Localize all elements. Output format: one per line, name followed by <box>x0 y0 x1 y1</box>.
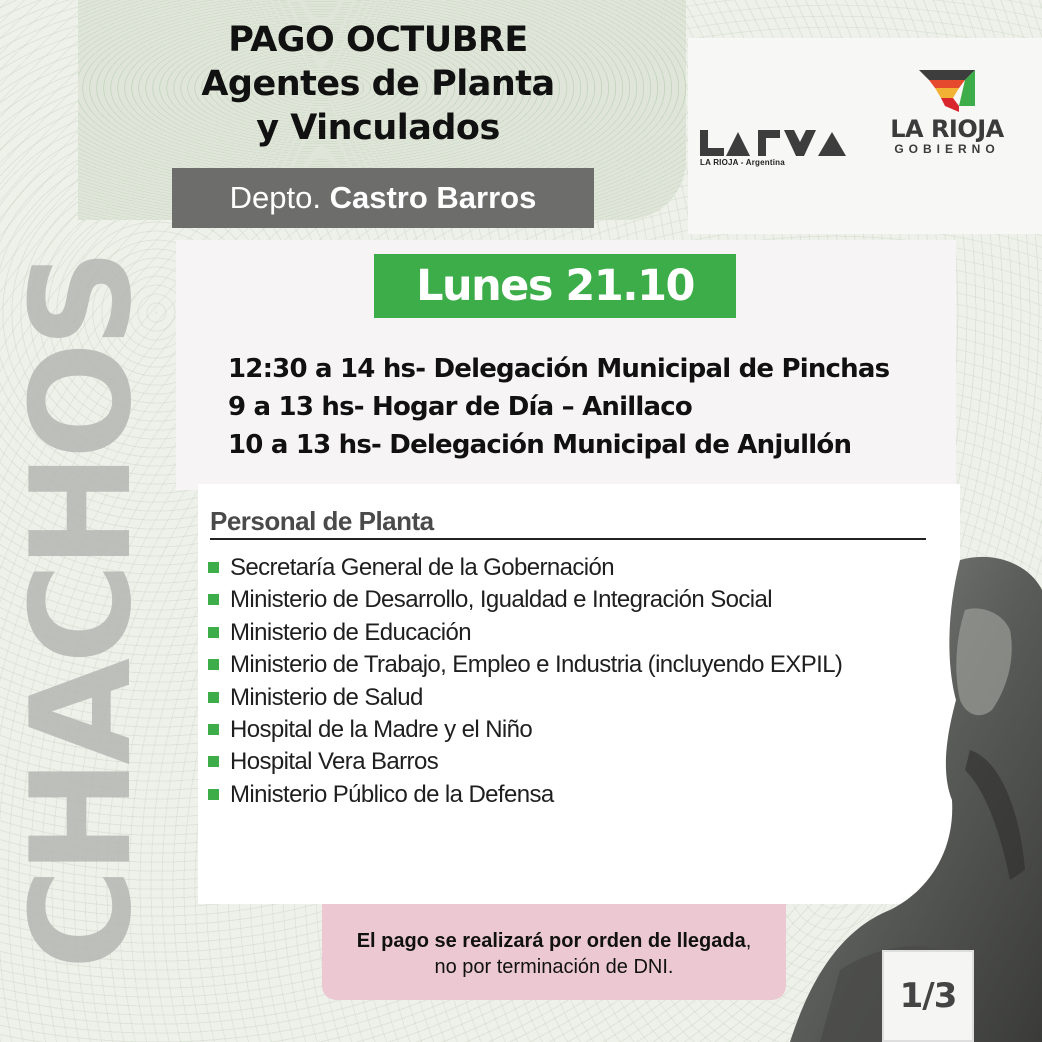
vertical-watermark-word: CHACHOS <box>1 254 162 970</box>
list-item <box>208 617 842 649</box>
list-item <box>208 649 842 681</box>
bullet-icon <box>208 724 219 735</box>
list-item-label: Secretaría General de la Gobernación <box>230 554 614 581</box>
list-item-label: Ministerio de Desarrollo, Igualdad e Integración Social <box>230 586 772 614</box>
government-subtitle: GOBIERNO <box>894 142 1000 156</box>
title-line-1: PAGO OCTUBRE <box>228 20 528 60</box>
bullet-icon <box>208 692 219 703</box>
list-item-label: Hospital Vera Barros <box>230 748 439 776</box>
bullet-icon <box>208 594 219 605</box>
date-badge: Lunes 21.10 <box>374 254 736 318</box>
bullet-icon <box>208 659 219 670</box>
list-item-label: Hospital de la Madre y el Niño <box>230 716 533 744</box>
page-title <box>140 18 616 150</box>
note-line-2: no por terminación de DNI. <box>434 956 674 978</box>
list-item-label: Ministerio de Trabajo, Empleo e Industria (incluyendo EXPIL) <box>230 651 843 679</box>
list-item <box>208 584 842 616</box>
department-bar <box>172 168 594 228</box>
bullet-icon <box>208 627 219 638</box>
schedule-line: 12:30 a 14 hs- Delegación Municipal de Pinchas <box>228 354 890 384</box>
staff-heading: Personal de Planta <box>210 504 926 540</box>
government-emblem-icon <box>915 66 979 114</box>
note-punctuation: , <box>745 930 752 952</box>
list-item-label: Ministerio Público de la Defensa <box>230 780 554 808</box>
list-item <box>208 779 842 811</box>
list-item <box>208 714 842 746</box>
department-prefix: Depto. <box>229 180 321 215</box>
la-rioja-brand-logo <box>700 128 848 167</box>
list-item-label: Ministerio de Educación <box>230 618 472 646</box>
schedule-list <box>228 350 928 464</box>
government-name: LA RIOJA <box>890 115 1004 143</box>
page-indicator: 1/3 <box>882 950 974 1042</box>
payment-note <box>322 904 786 1000</box>
list-item <box>208 552 842 584</box>
bullet-icon <box>208 562 219 573</box>
bullet-icon <box>208 756 219 767</box>
title-line-2: Agentes de Planta <box>201 64 555 104</box>
list-item-label: Ministerio de Salud <box>230 683 423 711</box>
la-rioja-wordmark-icon <box>700 128 848 158</box>
government-logo <box>880 66 1014 156</box>
brand-caption: LA RIOJA - Argentina <box>700 158 785 167</box>
title-line-3: y Vinculados <box>256 108 500 148</box>
list-item <box>208 682 842 714</box>
department-name: Castro Barros <box>329 180 537 215</box>
schedule-line: 10 a 13 hs- Delegación Municipal de Anjullón <box>228 430 852 460</box>
bullet-icon <box>208 789 219 800</box>
note-emphasis: El pago se realizará por orden de llegada <box>356 930 746 952</box>
list-item <box>208 746 842 778</box>
staff-list <box>208 552 842 811</box>
schedule-line: 9 a 13 hs- Hogar de Día – Anillaco <box>228 392 692 422</box>
